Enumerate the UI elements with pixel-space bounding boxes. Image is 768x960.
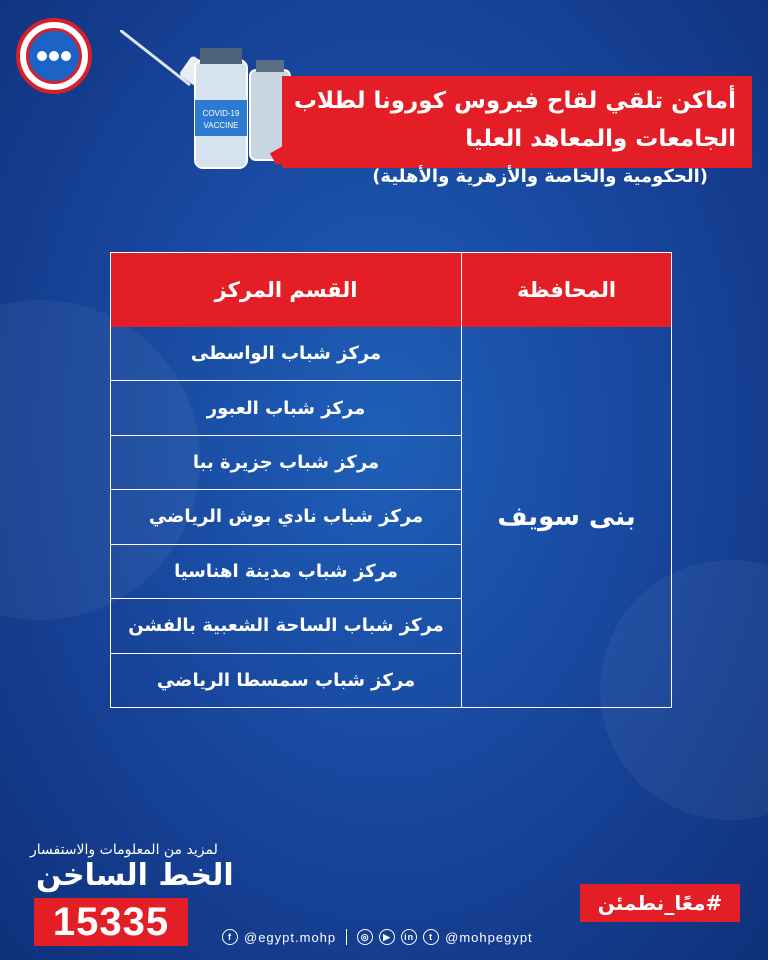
- title-line-2: الجامعات والمعاهد العليا: [465, 126, 736, 152]
- social-handle[interactable]: @mohpegypt: [445, 929, 533, 945]
- info-label: لمزيد من المعلومات والاستفسار: [30, 842, 218, 858]
- youtube-icon[interactable]: ▶: [379, 929, 395, 945]
- table-row: مركز شباب جزيرة ببا: [111, 436, 461, 490]
- title-line-1: أماكن تلقي لقاح فيروس كورونا لطلاب: [293, 88, 736, 114]
- table-row: مركز شباب مدينة اهناسيا: [111, 545, 461, 599]
- table-row: مركز شباب العبور: [111, 381, 461, 435]
- hotline-number: 15335: [34, 898, 188, 946]
- ministry-logo: [16, 18, 92, 94]
- vaccine-label-text: VACCINE: [203, 121, 239, 130]
- locations-table: [110, 252, 672, 708]
- vaccine-label-text: COVID-19: [202, 109, 240, 118]
- table-row: مركز شباب الساحة الشعبية بالفشن: [111, 599, 461, 653]
- divider: [346, 929, 347, 945]
- table-header: [111, 253, 671, 327]
- header-governorate: المحافظة: [461, 253, 671, 327]
- twitter-icon[interactable]: t: [423, 929, 439, 945]
- header-center: القسم المركز: [214, 278, 358, 302]
- facebook-icon[interactable]: f: [222, 929, 238, 945]
- table-row: مركز شباب الواسطى: [111, 327, 461, 381]
- social-bar: [222, 928, 533, 946]
- hotline-title: الخط الساخن: [36, 858, 234, 893]
- hashtag-badge: #معًا_نطمئن: [580, 884, 740, 922]
- centers-list: [111, 327, 461, 707]
- subtitle: (الحكومية والخاصة والأزهرية والأهلية): [372, 166, 708, 187]
- governorate-cell: بنى سويف: [461, 327, 671, 707]
- instagram-icon[interactable]: ◎: [357, 929, 373, 945]
- facebook-handle[interactable]: @egypt.mohp: [244, 929, 337, 945]
- linkedin-icon[interactable]: in: [401, 929, 417, 945]
- table-row: مركز شباب نادي بوش الرياضي: [111, 490, 461, 544]
- table-row: مركز شباب سمسطا الرياضي: [156, 669, 416, 691]
- title-banner: [282, 76, 752, 168]
